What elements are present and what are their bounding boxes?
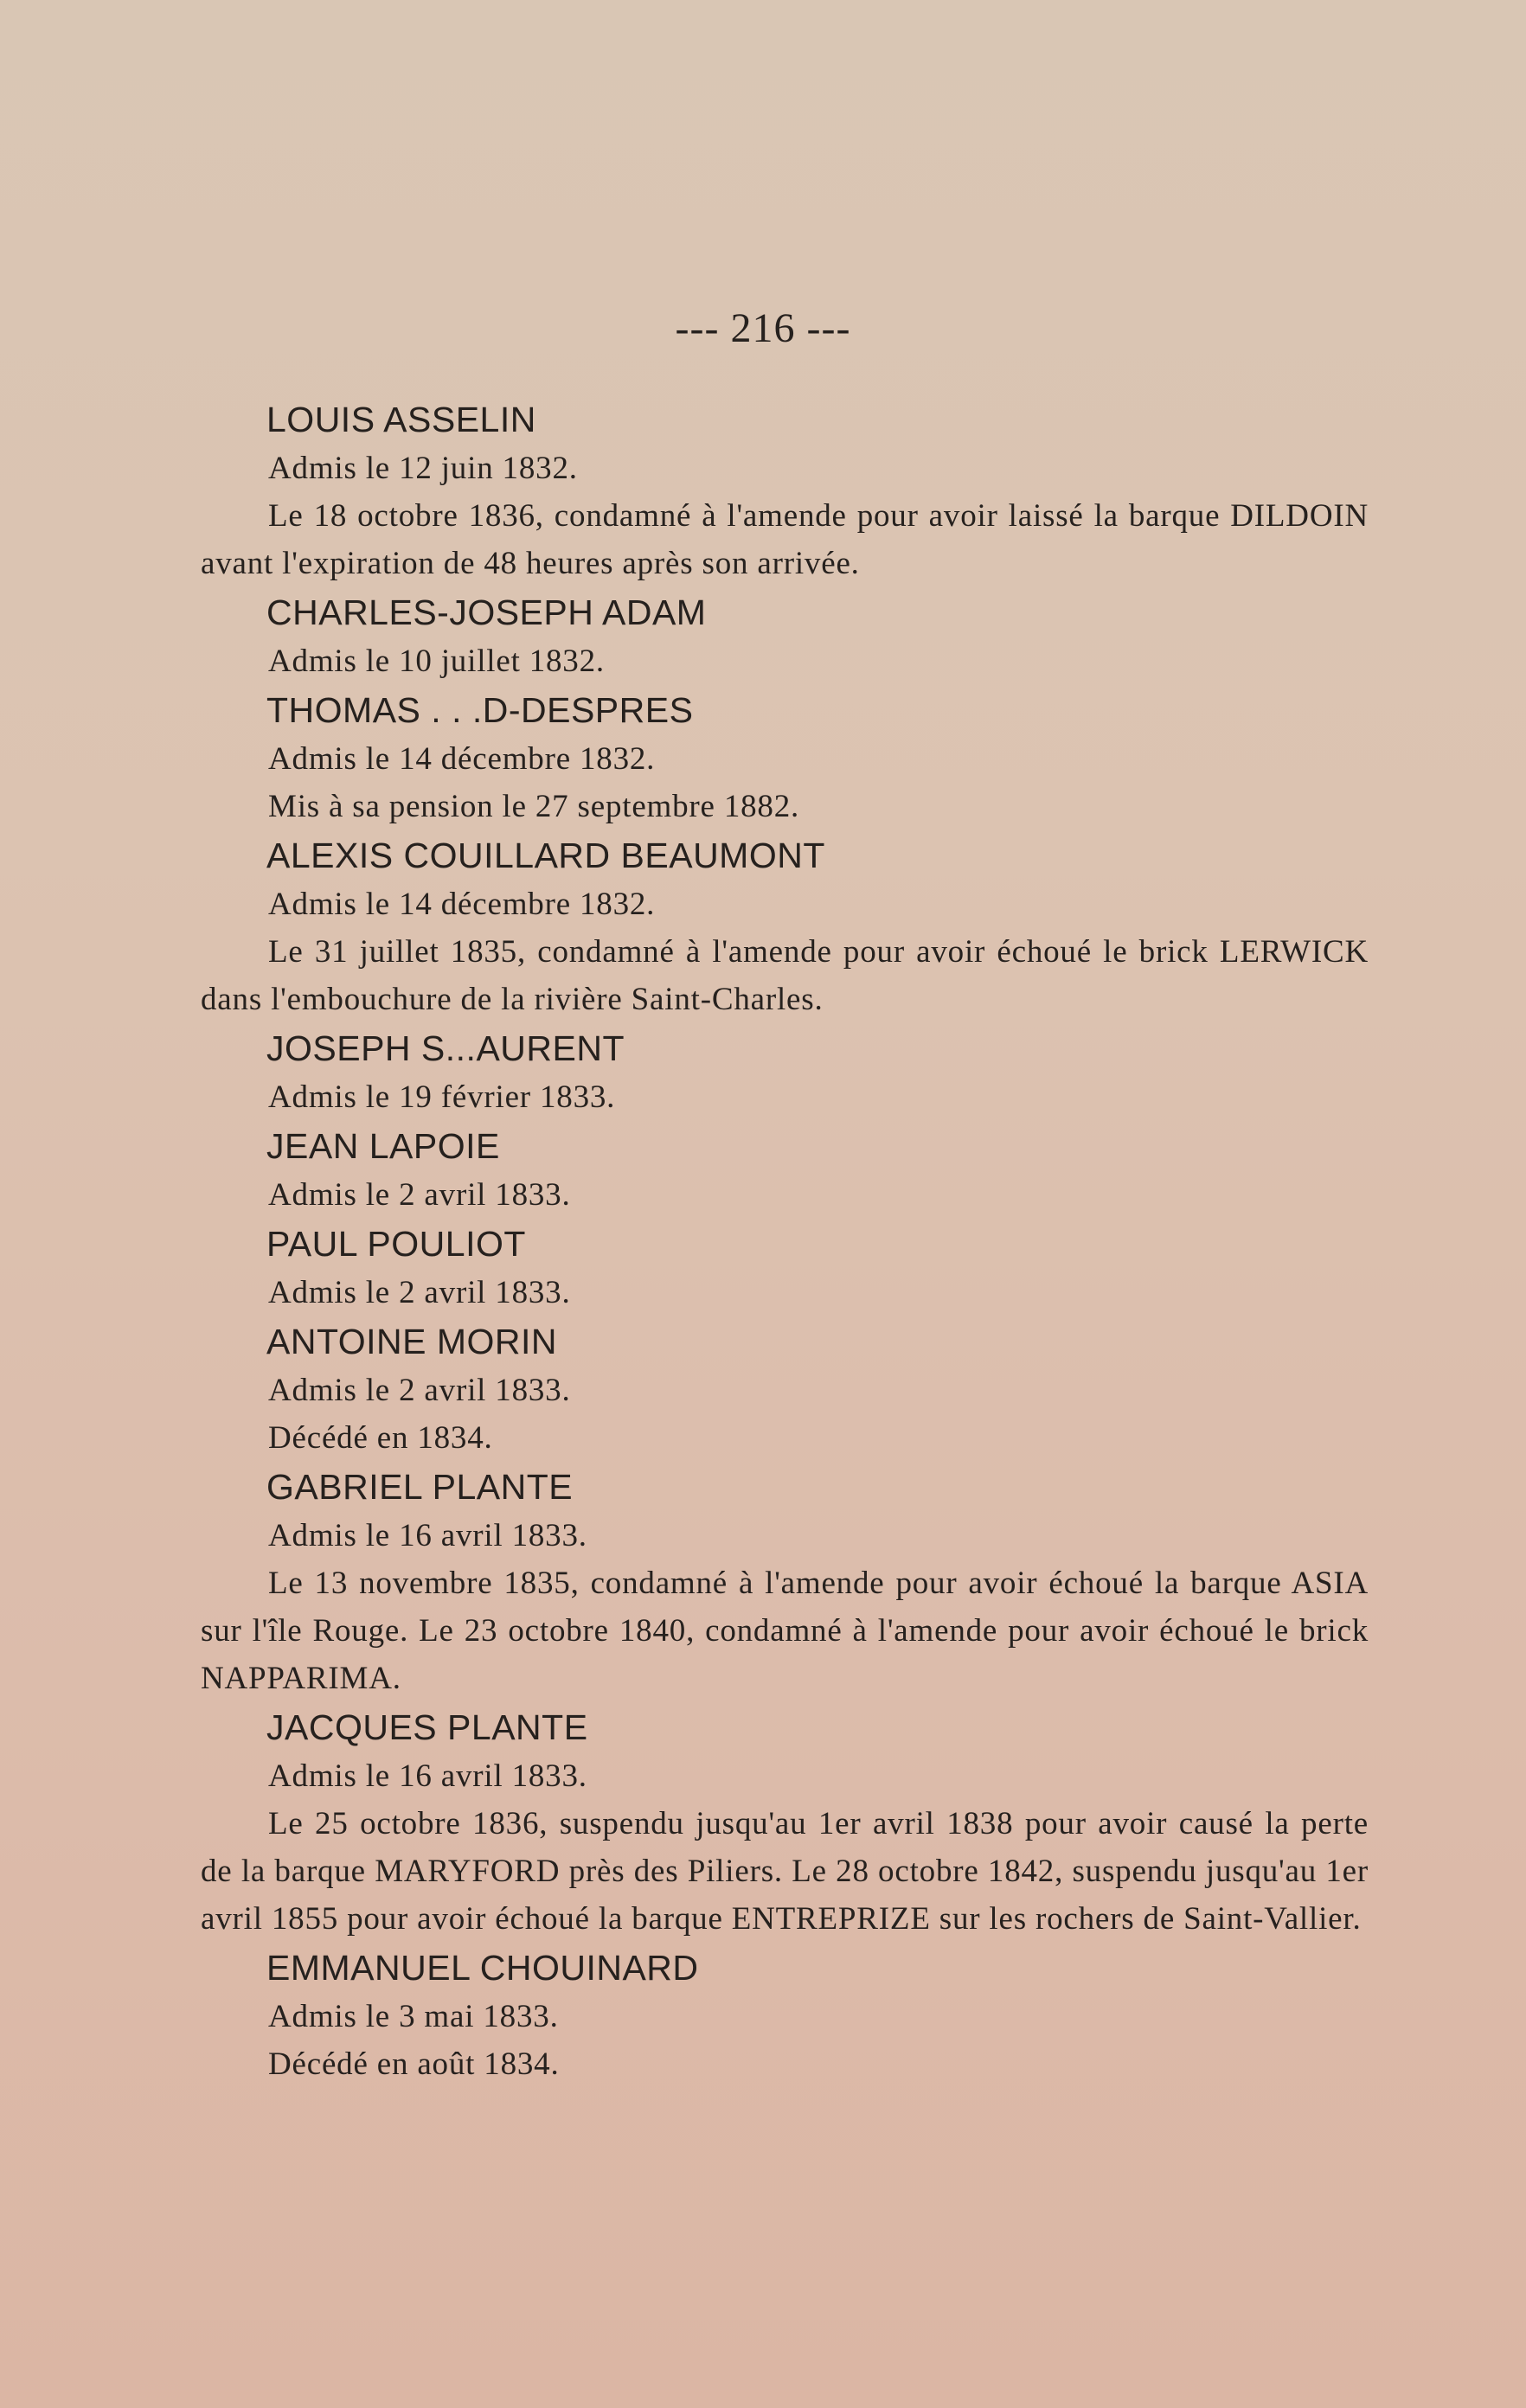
pilot-entry [201,394,1369,587]
pilot-name: JACQUES PLANTE [266,1707,588,1747]
pilot-name: ANTOINE MORIN [266,1322,558,1361]
pension-line: Mis à sa pension le 27 septembre 1882. [268,789,800,824]
pilot-name: ALEXIS COUILLARD BEAUMONT [266,836,825,875]
admission-line: Admis le 16 avril 1833. [268,1758,587,1794]
pilot-entry [201,830,1369,1023]
page-number: --- 216 --- [675,305,851,351]
admission-line: Admis le 2 avril 1833. [268,1373,571,1408]
admission-line: Admis le 19 février 1833. [268,1079,616,1115]
death-line: Décédé en août 1834. [268,2046,560,2082]
pilot-name: GABRIEL PLANTE [266,1467,574,1507]
admission-line: Admis le 2 avril 1833. [268,1177,571,1213]
note-paragraph: Le 13 novembre 1835, condamné à l'amende pour avoir échoué la barque ASIA sur l'île Rouge. Le 23 octobre 1840, condamné à l'amende pour avoir échoué le brick NAPPARIMA. [201,1566,1369,1696]
pilot-entry [201,1219,1369,1316]
pilot-entry [201,1023,1369,1121]
pilot-entry [201,1121,1369,1219]
pilot-entry [201,1702,1369,1943]
note-paragraph: Le 18 octobre 1836, condamné à l'amende pour avoir laissé la barque DILDOIN avant l'expiration de 48 heures après son arrivée. [201,498,1369,581]
admission-line: Admis le 12 juin 1832. [268,451,578,486]
pilot-entry [201,1316,1369,1462]
admission-line: Admis le 10 juillet 1832. [268,644,605,679]
pilot-name: PAUL POULIOT [266,1224,526,1264]
death-line: Décédé en 1834. [268,1420,493,1456]
pilot-entry [201,1462,1369,1702]
pilot-name: THOMAS . . .D-DESPRES [266,690,694,730]
pilot-name: JEAN LAPOIE [266,1126,500,1166]
pilot-list [201,394,1369,2088]
admission-line: Admis le 14 décembre 1832. [268,887,656,922]
pilot-name: LOUIS ASSELIN [266,400,536,439]
note-paragraph: Le 31 juillet 1835, condamné à l'amende pour avoir échoué le brick LERWICK dans l'embouchure de la rivière Saint-Charles. [201,934,1369,1017]
pilot-entry [201,1943,1369,2088]
pilot-name: EMMANUEL CHOUINARD [266,1948,699,1988]
note-paragraph: Le 25 octobre 1836, suspendu jusqu'au 1er avril 1838 pour avoir causé la perte de la barque MARYFORD près des Piliers. Le 28 octobre 1842, suspendu jusqu'au 1er avril 1855 pour avoir échoué la barque ENTREPRIZE sur les rochers de Saint-Vallier. [201,1806,1369,1937]
pilot-name: JOSEPH S...AURENT [266,1028,625,1068]
admission-line: Admis le 14 décembre 1832. [268,741,656,777]
pilot-name: CHARLES-JOSEPH ADAM [266,592,707,632]
admission-line: Admis le 2 avril 1833. [268,1275,571,1310]
pilot-entry [201,685,1369,830]
pilot-entry [201,587,1369,685]
admission-line: Admis le 3 mai 1833. [268,1999,559,2034]
admission-line: Admis le 16 avril 1833. [268,1518,587,1553]
